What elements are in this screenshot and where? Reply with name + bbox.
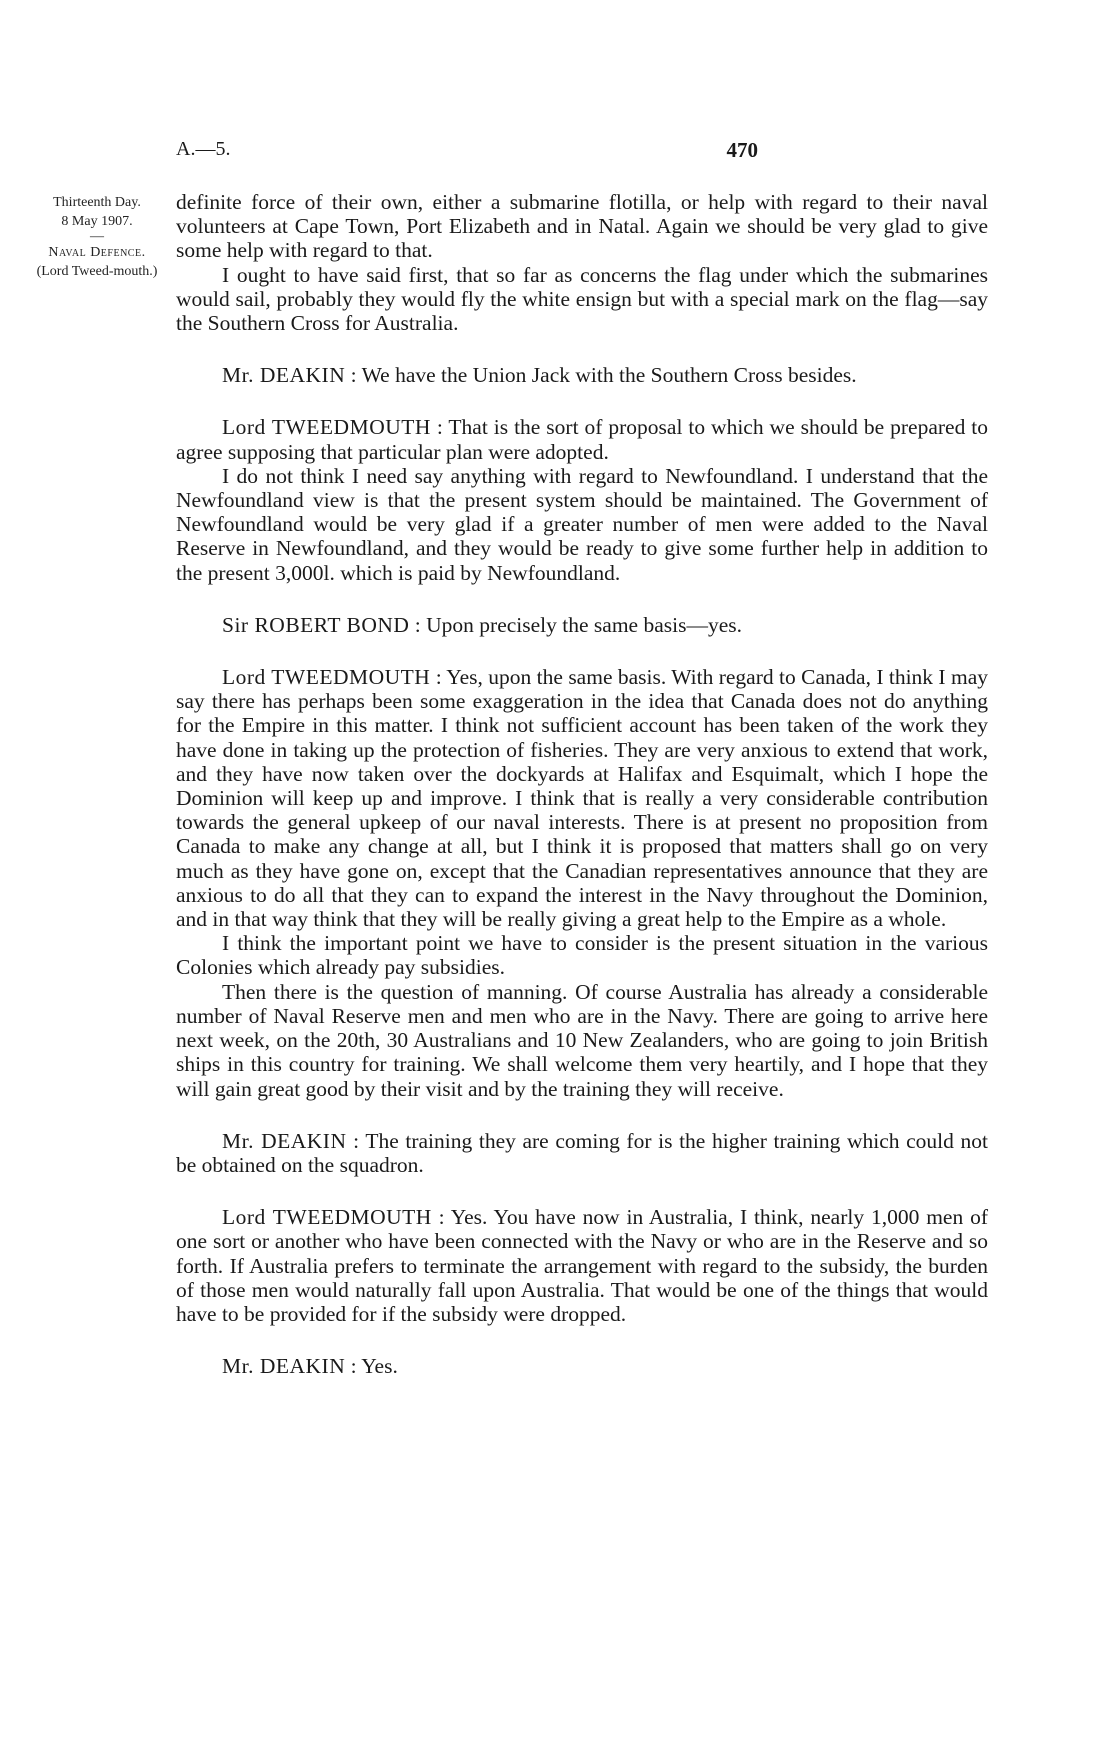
speech-paragraph: Mr. DEAKIN : The training they are coming for is the higher training which could not be obtained on the squadron. bbox=[176, 1128, 988, 1177]
page-number: 470 bbox=[726, 138, 758, 162]
speech-paragraph: Mr. DEAKIN : We have the Union Jack with the Southern Cross besides. bbox=[222, 363, 857, 388]
margin-note bbox=[28, 193, 166, 281]
paragraph-text: The training they are coming for is the higher training which could not be obtained on the squadron. bbox=[176, 1128, 988, 1177]
speaker-name: Lord TWEEDMOUTH bbox=[222, 415, 431, 440]
page-header bbox=[176, 138, 986, 168]
margin-speaker: (Lord Tweed-mouth.) bbox=[36, 264, 158, 279]
paragraph-text: Then there is the question of manning. Of course Australia has already a considerable number of Naval Reserve men and men who are in the Navy. There are going to arrive here next week, on the 20th, 30 Australians and 10 New Zealanders, who are going to join British ships in this country for training. We shall welcome them very heartily, and I hope that they will gain great good by their visit and by the training they will receive. bbox=[176, 979, 988, 1101]
margin-day: Thirteenth Day. bbox=[53, 195, 141, 210]
speaker-name: Mr. DEAKIN bbox=[222, 1354, 346, 1379]
paragraph-text: I do not think I need say anything with regard to Newfoundland. I understand that the Newfoundland view is that the present system should be maintained. The Government of Newfoundland would be very glad if a greater number of men were added to the Naval Reserve in Newfoundland, and they would be ready to give some further help in addition to the present 3,000l. which is paid by Newfoundland. bbox=[176, 463, 988, 585]
paragraph-text: Yes. bbox=[361, 1354, 398, 1379]
margin-topic: Naval Defence. bbox=[48, 245, 146, 260]
speaker-name: Mr. DEAKIN bbox=[222, 1128, 347, 1153]
paragraph-text: That is the sort of proposal to which we should be prepared to agree supposing that particular plan were adopted. bbox=[176, 415, 988, 464]
paragraph-text: I think the important point we have to consider is the present situation in the various Colonies which already pay subsidies. bbox=[176, 931, 988, 980]
speaker-name: Lord TWEEDMOUTH bbox=[222, 665, 431, 690]
speaker-name: Mr. DEAKIN bbox=[222, 363, 346, 388]
speech-paragraph: Lord TWEEDMOUTH : Yes, upon the same basis. With regard to Canada, I think I may say there has perhaps been some exaggeration in the idea that Canada does not do anything for the Empire in this matter. I think not sufficient account has been taken of the work they have done in taking up the protection of fisheries. They are very anxious to extend that work, and they have now taken over the dockyards at Halifax and Esquimalt, which I hope the Dominion will keep up and improve. I think that is really a very considerable contribution towards the general upkeep of our naval interests. There is at present no proposition from Canada to make any change at all, but I think it is proposed that matters shall go on very much as they have gone on, except that the Canadian representatives announce that they are anxious to do all that they can to expand the interest in the Navy throughout the Dominion, and in that way think that they will be really giving a great help to the Empire as a whole. bbox=[176, 665, 988, 932]
document-body bbox=[176, 190, 988, 1378]
paragraph-text: We have the Union Jack with the Southern Cross besides. bbox=[361, 363, 857, 388]
speaker-name: Lord TWEEDMOUTH bbox=[222, 1205, 432, 1230]
speech-paragraph: Lord TWEEDMOUTH : That is the sort of proposal to which we should be prepared to agree supposing that particular plan were adopted. bbox=[176, 415, 988, 464]
paragraph bbox=[176, 263, 988, 336]
speech-paragraph: Lord TWEEDMOUTH : Yes. You have now in Australia, I think, nearly 1,000 men of one sort or another who have been connected with the Navy or who are in the Reserve and so forth. If Australia prefers to terminate the arrangement with regard to the subsidy, the burden of those men would naturally fall upon Australia. That would be one of the things that would have to be provided for if the subsidy were dropped. bbox=[176, 1205, 988, 1326]
paragraph bbox=[176, 190, 988, 263]
paragraph bbox=[176, 931, 988, 979]
paragraph-text: Yes, upon the same basis. With regard to Canada, I think I may say there has perhaps been some exaggeration in the idea that Canada does not do anything for the Empire in this matter. I think not sufficient account has been taken of the work they have done in taking up the protection of fisheries. They are very anxious to extend that work, and they have now taken over the dockyards at Halifax and Esquimalt, which I hope the Dominion will keep up and improve. I think that is really a very considerable contribution towards the general upkeep of our naval interests. There is at present no proposition from Canada to make any change at all, but I think it is proposed that matters shall go on very much as they have gone on, except that the Canadian representatives announce that they are anxious to do all that they can to expand the interest in the Navy throughout the Dominion, and in that way think that they will be really giving a great help to the Empire as a whole. bbox=[176, 665, 988, 932]
speech-paragraph: Sir ROBERT BOND : Upon precisely the same basis—yes. bbox=[222, 612, 742, 637]
margin-date: 8 May 1907. bbox=[61, 214, 133, 229]
margin-separator: — bbox=[90, 229, 104, 244]
paragraph bbox=[176, 980, 988, 1101]
speaker-name: Sir ROBERT BOND bbox=[222, 612, 410, 637]
paragraph-text: I ought to have said first, that so far as concerns the flag under which the submarines would sail, probably they would fly the white ensign but with a special mark on the flag—say the Southern Cross for Australia. bbox=[176, 262, 988, 336]
speech-paragraph: Mr. DEAKIN : Yes. bbox=[222, 1354, 398, 1379]
paragraph-text: Yes. You have now in Australia, I think, nearly 1,000 men of one sort or another who have been connected with the Navy or who are in the Reserve and so forth. If Australia prefers to terminate the arrangement with regard to the subsidy, the burden of those men would naturally fall upon Australia. That would be one of the things that would have to be provided for if the subsidy were dropped. bbox=[176, 1205, 988, 1326]
paragraph bbox=[176, 464, 988, 585]
document-reference: A.—5. bbox=[176, 138, 231, 160]
paragraph-text: Upon precisely the same basis—yes. bbox=[426, 612, 742, 637]
paragraph-text: definite force of their own, either a submarine flotilla, or help with regard to their naval volunteers at Cape Town, Port Elizabeth and in Natal. Again we should be very glad to give some help with regard to that. bbox=[176, 190, 988, 263]
